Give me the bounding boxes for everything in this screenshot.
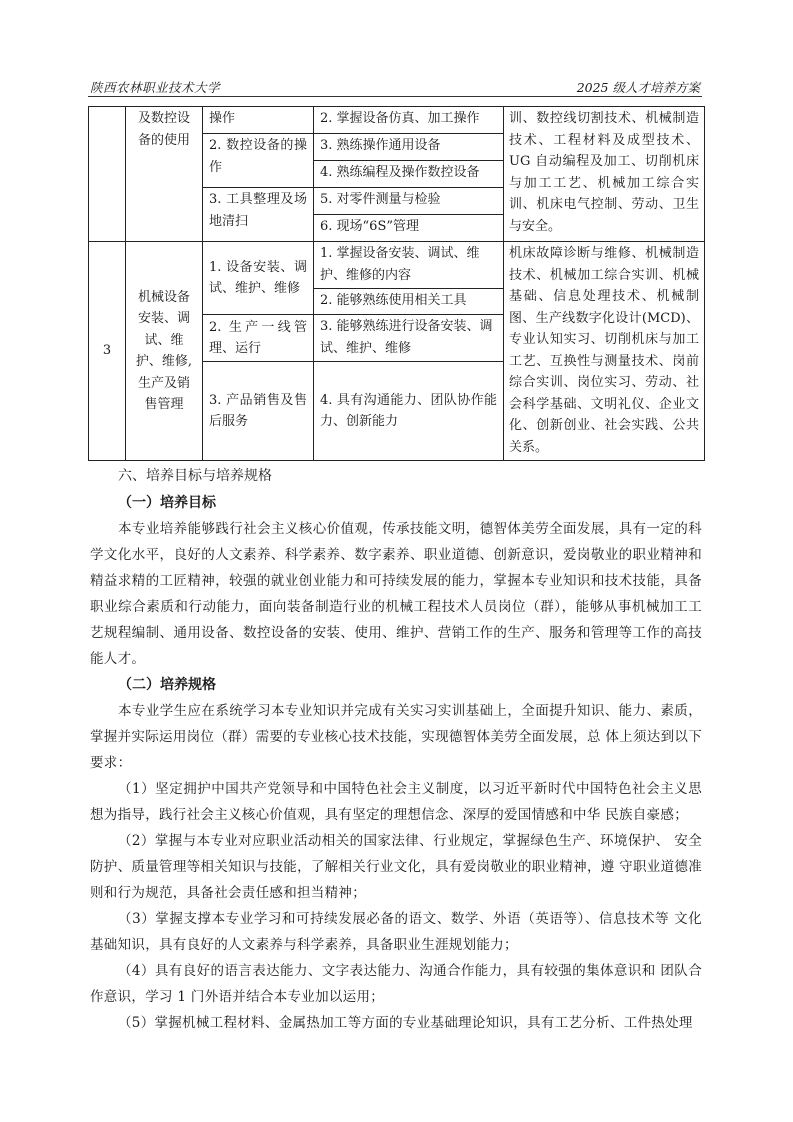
spec-item: （1）坚定拥护中国共产党领导和中国特色社会主义制度，以习近平新时代中国特色社会主义思想为指导，践行社会主义核心价值观，具有坚定的理想信念、深厚的爱国情感和中华 民族自豪感； (90, 781, 702, 823)
ability-cell: 6. 现场“6S”管理 (314, 215, 504, 242)
header-document-title: 2025 级人才培养方案 (576, 80, 700, 95)
header-rule (88, 96, 702, 97)
task-cell: 2. 数控设备的操作 (203, 134, 314, 188)
task-cell: 1. 设备安装、调试、维护、维修 (203, 242, 314, 315)
work-area-cell: 机械设备安装、调试、维护、维修,生产及销售管理 (126, 242, 203, 461)
task-cell: 2. 生产一线管理、运行 (203, 315, 314, 362)
spec-intro-paragraph: 本专业学生应在系统学习本专业知识并完成有关实习实训基础上，全面提升知识、能力、素质，掌握并实际运用岗位（群）需要的专业核心技术技能，实现德智体美劳全面发展，总 体上须达到以下要求： (90, 703, 702, 771)
ability-cell: 3. 能够熟练进行设备安装、调试、维护、维修 (314, 315, 504, 362)
subsection-heading-spec: （二）培养规格 (118, 677, 216, 693)
ability-cell: 2. 掌握设备仿真、加工操作 (314, 107, 504, 134)
ability-cell: 3. 熟练操作通用设备 (314, 134, 504, 161)
task-cell: 3. 产品销售及售后服务 (203, 362, 314, 461)
goal-paragraph: 本专业培养能够践行社会主义核心价值观，传承技能文明，德智体美劳全面发展，具有一定的科学文化水平，良好的人文素养、科学素养、数字素养、职业道德、创新意识，爱岗敬业的职业精神和精益求精的工匠精神，较强的就业创业能力和可持续发展的能力，掌握本专业知识和技术技能，具备职业综合素质和行动能力，面向装备制造行业的机械工程技术人员岗位（群），能够从事机械加工工艺规程编制、通用设备、数控设备的安装、使用、维护、营销工作的生产、服务和管理等工作的高技能人才。 (90, 521, 702, 667)
ability-cell: 4. 熟练编程及操作数控设备 (314, 161, 504, 188)
table-row-number-cell: 3 (89, 242, 126, 461)
courses-cell: 训、数控线切割技术、机械制造技术、工程材料及成型技术、UG 自动编程及加工、切削机床与加工工艺、机械加工综合实训、机床电气控制、劳动、卫生与安全。 (504, 107, 705, 242)
spec-item: （2）掌握与本专业对应职业活动相关的国家法律、行业规定，掌握绿色生产、环境保护、 安全防护、质量管理等相关知识与技能，了解相关行业文化，具有爱岗敬业的职业精神，遵 守职业道德准则和行为规范，具备社会责任感和担当精神； (90, 833, 702, 901)
task-cell: 操作 (203, 107, 314, 134)
ability-cell: 5. 对零件测量与检验 (314, 188, 504, 215)
header-school-name: 陕西农林职业技术大学 (90, 80, 221, 95)
section-heading: 六、培养目标与培养规格 (118, 468, 272, 484)
job-ability-table (88, 106, 705, 461)
section-content (90, 462, 702, 1036)
ability-cell: 1. 掌握设备安装、调试、维护、维修的内容 (314, 242, 504, 289)
page-header (90, 76, 700, 96)
subsection-heading-goal: （一）培养目标 (118, 495, 216, 511)
ability-cell: 4. 具有沟通能力、团队协作能力、创新能力 (314, 362, 504, 461)
ability-cell: 2. 能够熟练使用相关工具 (314, 289, 504, 315)
spec-item: （5）掌握机械工程材料、金属热加工等方面的专业基础理论知识，具有工艺分析、工件热处理 (118, 1015, 693, 1031)
table-row-number-cell (89, 107, 126, 242)
task-cell: 3. 工具整理及场地清扫 (203, 188, 314, 242)
work-area-cell: 及数控设备的使用 (126, 107, 203, 242)
spec-item: （3）掌握支撑本专业学习和可持续发展必备的语文、数学、外语（英语等）、信息技术等 文化基础知识，具有良好的人文素养与科学素养，具备职业生涯规划能力； (90, 911, 702, 953)
spec-item: （4）具有良好的语言表达能力、文字表达能力、沟通合作能力，具有较强的集体意识和 团队合作意识，学习 1 门外语并结合本专业加以运用； (90, 963, 702, 1005)
courses-cell: 机床故障诊断与维修、机械制造技术、机械加工综合实训、机械基础、信息处理技术、机械制图、生产线数字化设计(MCD)、专业认知实习、切削机床与加工工艺、互换性与测量技术、岗前综合实训、岗位实习、劳动、社会科学基础、文明礼仪、企业文化、创新创业、社会实践、公共关系。 (504, 242, 705, 461)
